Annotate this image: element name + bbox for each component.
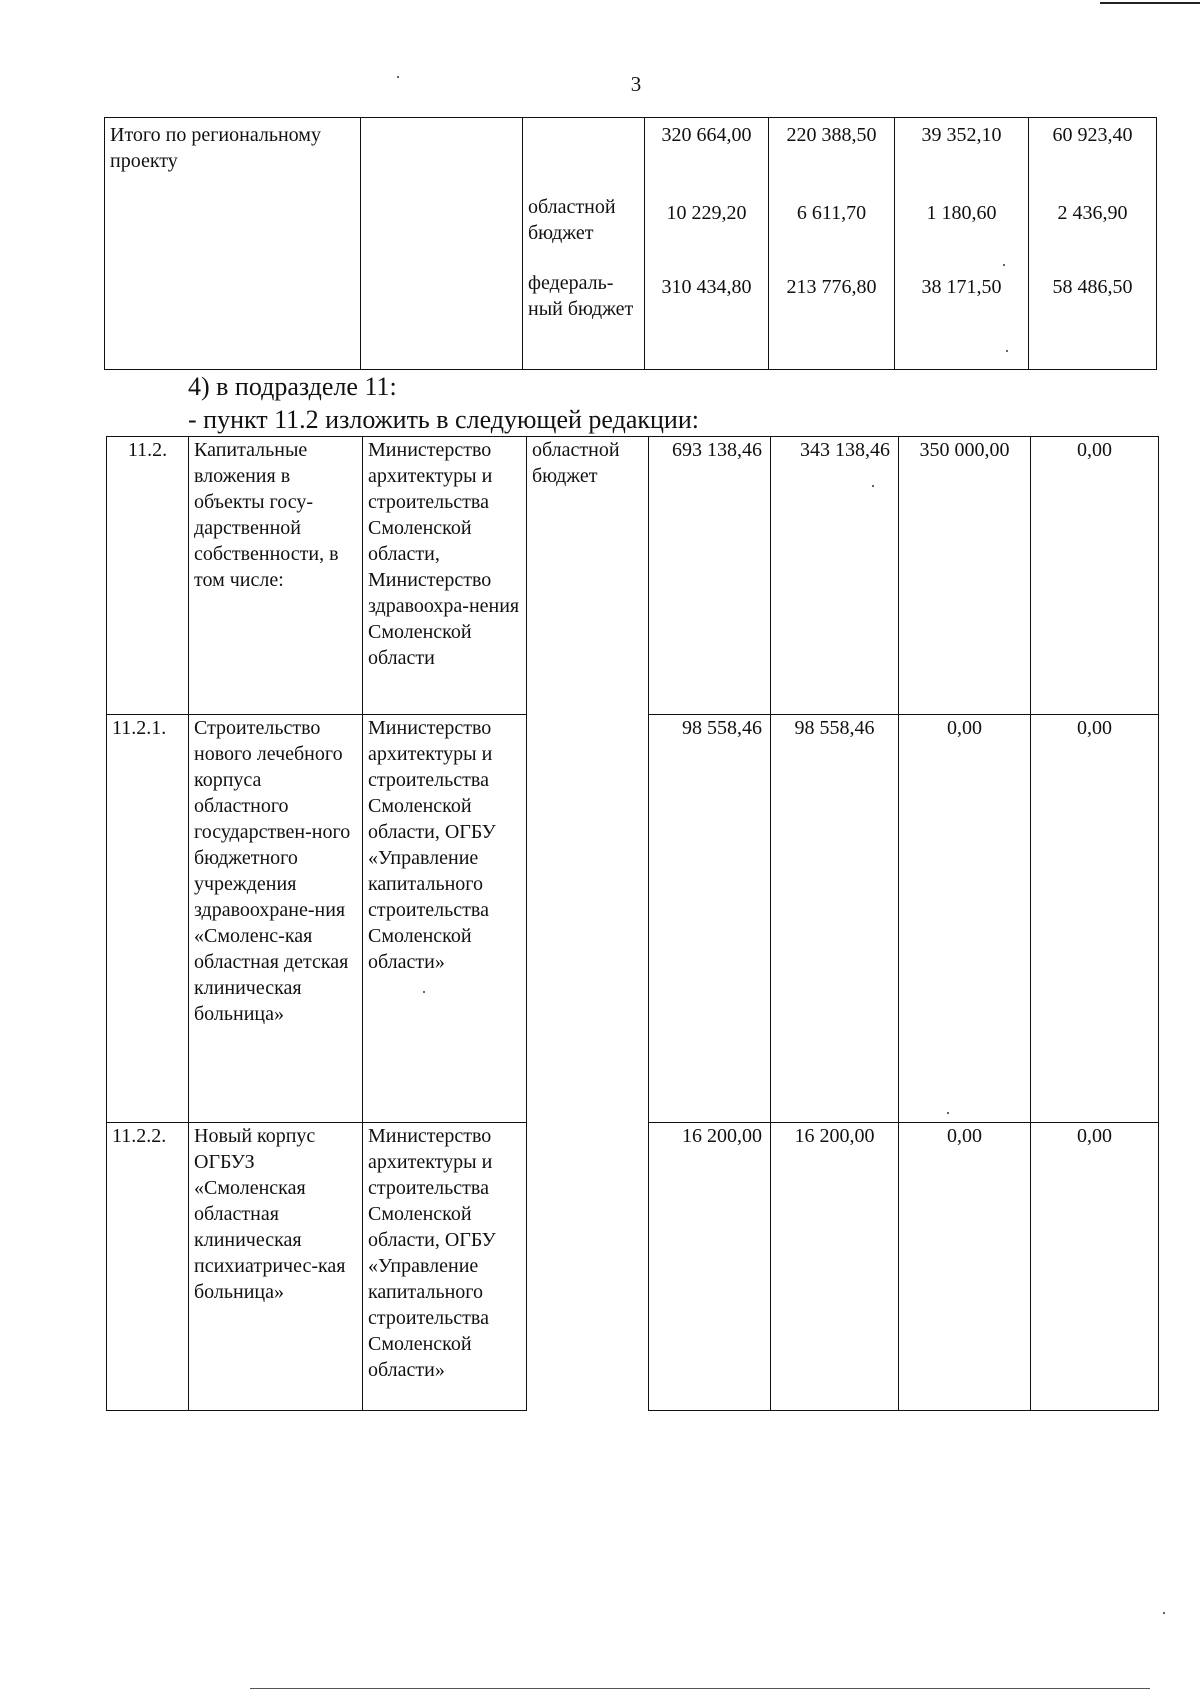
value-cell: 220 388,50 (769, 118, 895, 194)
item-name: Новый корпус ОГБУЗ «Смоленская областная клиническая психиатричес-кая больница» (189, 1123, 363, 1411)
value-cell: 0,00 (1031, 715, 1159, 1123)
value-cell: 343 138,46 (771, 437, 899, 715)
scan-speck (872, 485, 874, 487)
regional-project-total-table (104, 117, 1157, 370)
subsection-heading: 4) в подразделе 11: (188, 372, 397, 401)
item-executor: Министерство архитектуры и строительства Смоленской области, Министерство здравоохра-нения Смоленской области (363, 437, 527, 715)
value-cell: 39 352,10 (895, 118, 1029, 194)
scan-bottom-rule (250, 1688, 1150, 1689)
page-number: 3 (630, 72, 642, 96)
value-cell: 16 200,00 (649, 1123, 771, 1411)
value-cell: 16 200,00 (771, 1123, 899, 1411)
item-11-2-table (106, 436, 1159, 1411)
item-code: 11.2.2. (107, 1123, 189, 1411)
value-cell: 98 558,46 (771, 715, 899, 1123)
scan-speck (1006, 350, 1008, 352)
scan-edge-line (1100, 2, 1200, 4)
source-cell: федераль-ный бюджет (523, 270, 645, 370)
source-cell (523, 118, 645, 194)
total-label: Итого по региональному проекту (105, 118, 361, 370)
value-cell: 6 611,70 (769, 194, 895, 270)
amendment-instructions (188, 370, 699, 436)
item-code: 11.2.1. (107, 715, 189, 1123)
source-cell: областной бюджет (523, 194, 645, 270)
item-heading: - пункт 11.2 изложить в следующей редакции: (188, 405, 699, 434)
value-cell: 10 229,20 (645, 194, 769, 270)
scan-speck (423, 991, 425, 993)
value-cell: 213 776,80 (769, 270, 895, 370)
value-cell: 693 138,46 (649, 437, 771, 715)
value-cell: 310 434,80 (645, 270, 769, 370)
table-row (105, 118, 1157, 194)
item-name: Строительство нового лечебного корпуса областного государствен-ного бюджетного учреждения здравоохране-ния «Смоленс-кая областная детская клиническая больница» (189, 715, 363, 1123)
value-cell: 320 664,00 (645, 118, 769, 194)
value-cell: 98 558,46 (649, 715, 771, 1123)
table-row (107, 437, 1159, 715)
item-executor: Министерство архитектуры и строительства Смоленской области, ОГБУ «Управление капитального строительства Смоленской области» (363, 715, 527, 1123)
value-cell: 350 000,00 (899, 437, 1031, 715)
value-cell: 38 171,50 (895, 270, 1029, 370)
value-cell: 0,00 (1031, 437, 1159, 715)
scan-speck (1163, 1612, 1165, 1614)
value-cell: 58 486,50 (1029, 270, 1157, 370)
scan-speck (1003, 264, 1005, 266)
value-cell: 0,00 (899, 715, 1031, 1123)
item-name: Капитальные вложения в объекты госу-дарственной собственности, в том числе: (189, 437, 363, 715)
item-code: 11.2. (107, 437, 189, 715)
value-cell: 2 436,90 (1029, 194, 1157, 270)
value-cell: 60 923,40 (1029, 118, 1157, 194)
item-executor: Министерство архитектуры и строительства Смоленской области, ОГБУ «Управление капитального строительства Смоленской области» (363, 1123, 527, 1411)
value-cell: 1 180,60 (895, 194, 1029, 270)
value-cell: 0,00 (1031, 1123, 1159, 1411)
value-cell: 0,00 (899, 1123, 1031, 1411)
scan-speck (947, 1112, 949, 1114)
empty-cell (361, 118, 523, 370)
budget-source: областной бюджет (527, 437, 649, 1411)
